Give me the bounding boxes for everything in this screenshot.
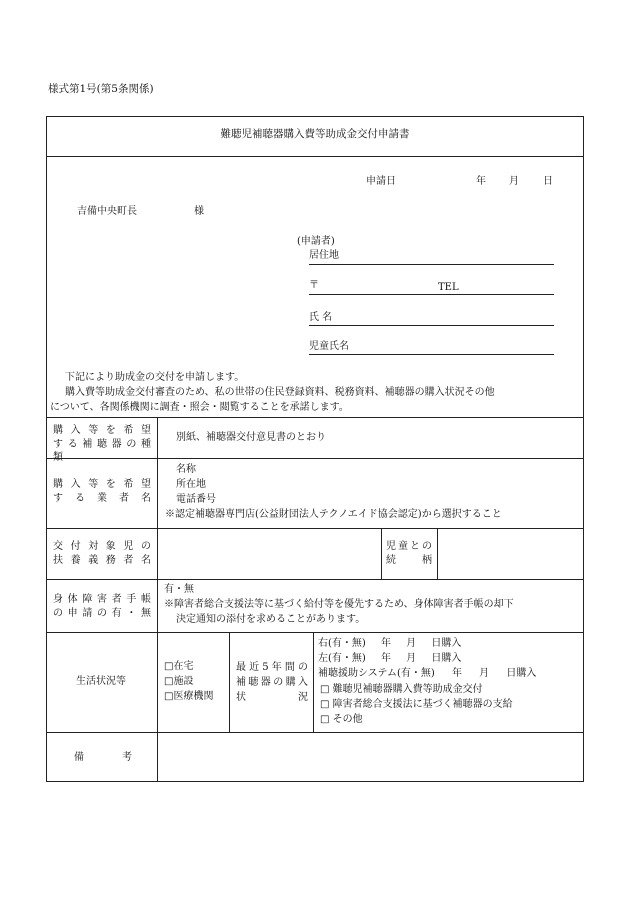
row-divider-4 bbox=[46, 632, 584, 633]
vendor-address-field[interactable]: 所在地 bbox=[176, 479, 206, 490]
declaration-line-3: について、各関係機関に調査・照会・閲覧することを承諾します。 bbox=[50, 402, 349, 413]
history-label-1: 最近5年間の bbox=[236, 662, 308, 673]
relation-label-1: 児童との bbox=[386, 541, 432, 552]
vendor-note: ※認定補聴器専門店(公益財団法人テクノエイド協会認定)から選択すること bbox=[165, 509, 502, 520]
living-option-home[interactable]: □在宅 bbox=[164, 661, 194, 672]
tel-label: TEL bbox=[438, 282, 459, 293]
living-option-medical[interactable]: □医療機関 bbox=[164, 691, 214, 702]
check-support-act[interactable]: □ 障害者総合支援法に基づく補聴器の支給 bbox=[320, 699, 513, 710]
addressee-name: 吉備中央町長 bbox=[77, 206, 137, 217]
declaration-line-1: 下記により助成金の交付を申請します。 bbox=[65, 372, 245, 383]
history-label-2: 補聴器の購入 bbox=[236, 677, 308, 688]
guardian-divider-1 bbox=[381, 528, 382, 579]
device-type-label-1: 購 入 等 を 希 望 bbox=[53, 425, 151, 436]
history-label-3: 状 況 bbox=[236, 692, 308, 703]
application-date-label: 申請日 bbox=[366, 176, 396, 187]
relation-label-2: 続 柄 bbox=[386, 555, 432, 566]
vendor-name-field[interactable]: 名称 bbox=[176, 464, 196, 475]
remarks-label: 備 考 bbox=[74, 752, 132, 763]
address-label: 居住地 bbox=[309, 250, 339, 261]
guardian-label-1: 交 付 対 象 児 の bbox=[53, 541, 151, 552]
disability-choice[interactable]: 有・無 bbox=[164, 584, 194, 595]
left-ear-purchase[interactable]: 左(有・無) 年 月 日購入 bbox=[318, 653, 462, 664]
date-month-label: 月 bbox=[509, 176, 519, 187]
device-type-value[interactable]: 別紙、補聴器交付意見書のとおり bbox=[176, 432, 326, 443]
addressee-honorific: 様 bbox=[194, 206, 204, 217]
form-number: 様式第1号(第5条関係) bbox=[48, 83, 154, 95]
table-top-border bbox=[46, 417, 584, 418]
date-year-label: 年 bbox=[476, 176, 486, 187]
guardian-divider-2 bbox=[437, 528, 438, 579]
vendor-label-1: 購 入 等 を 希 望 bbox=[53, 479, 151, 490]
assist-system-purchase[interactable]: 補聴援助システム(有・無) 年 月 日購入 bbox=[318, 668, 537, 679]
disability-label-1: 身 体 障 害 者 手 帳 bbox=[53, 594, 151, 605]
right-ear-purchase[interactable]: 右(有・無) 年 月 日購入 bbox=[318, 638, 462, 649]
disability-note-1: ※障害者総合支援法等に基づく給付等を優先するため、身体障害者手帳の却下 bbox=[164, 599, 514, 610]
check-other[interactable]: □ その他 bbox=[320, 714, 363, 725]
label-column-divider bbox=[157, 417, 158, 782]
vendor-label-2: す る 業 者 名 bbox=[53, 493, 151, 504]
applicant-name-line[interactable] bbox=[309, 325, 554, 326]
living-divider-1 bbox=[229, 632, 230, 732]
living-label: 生活状況等 bbox=[76, 676, 126, 687]
disability-note-2: 決定通知の添付を求めることがあります。 bbox=[176, 614, 366, 625]
address-line[interactable] bbox=[309, 264, 554, 265]
vendor-phone-field[interactable]: 電話番号 bbox=[176, 494, 216, 505]
row-divider-5 bbox=[46, 732, 584, 733]
child-name-line[interactable] bbox=[309, 354, 554, 355]
postal-mark: 〒 bbox=[309, 280, 319, 291]
date-day-label: 日 bbox=[543, 176, 553, 187]
check-subsidy[interactable]: □ 難聴児補聴器購入費等助成金交付 bbox=[320, 684, 483, 695]
guardian-label-2: 扶 養 義 務 者 名 bbox=[53, 555, 151, 566]
living-option-facility[interactable]: □施設 bbox=[164, 676, 194, 687]
applicant-heading: (申請者) bbox=[297, 236, 335, 247]
child-name-label: 児童氏名 bbox=[309, 341, 349, 352]
applicant-name-label: 氏 名 bbox=[309, 312, 333, 323]
form-title: 難聴児補聴器購入費等助成金交付申請書 bbox=[220, 128, 410, 140]
declaration-line-2: 購入費等助成金交付審査のため、私の世帯の住民登録資料、税務資料、補聴器の購入状況その他 bbox=[65, 387, 495, 398]
title-divider bbox=[46, 156, 584, 157]
row-divider-3 bbox=[46, 579, 584, 580]
row-divider-2 bbox=[46, 528, 584, 529]
postal-tel-line[interactable] bbox=[309, 294, 554, 295]
device-type-label-2: す る 補 聴 器 の 種 類 bbox=[53, 439, 151, 463]
disability-label-2: の 申 請 の 有 ・ 無 bbox=[53, 608, 151, 619]
living-divider-2 bbox=[313, 632, 314, 732]
